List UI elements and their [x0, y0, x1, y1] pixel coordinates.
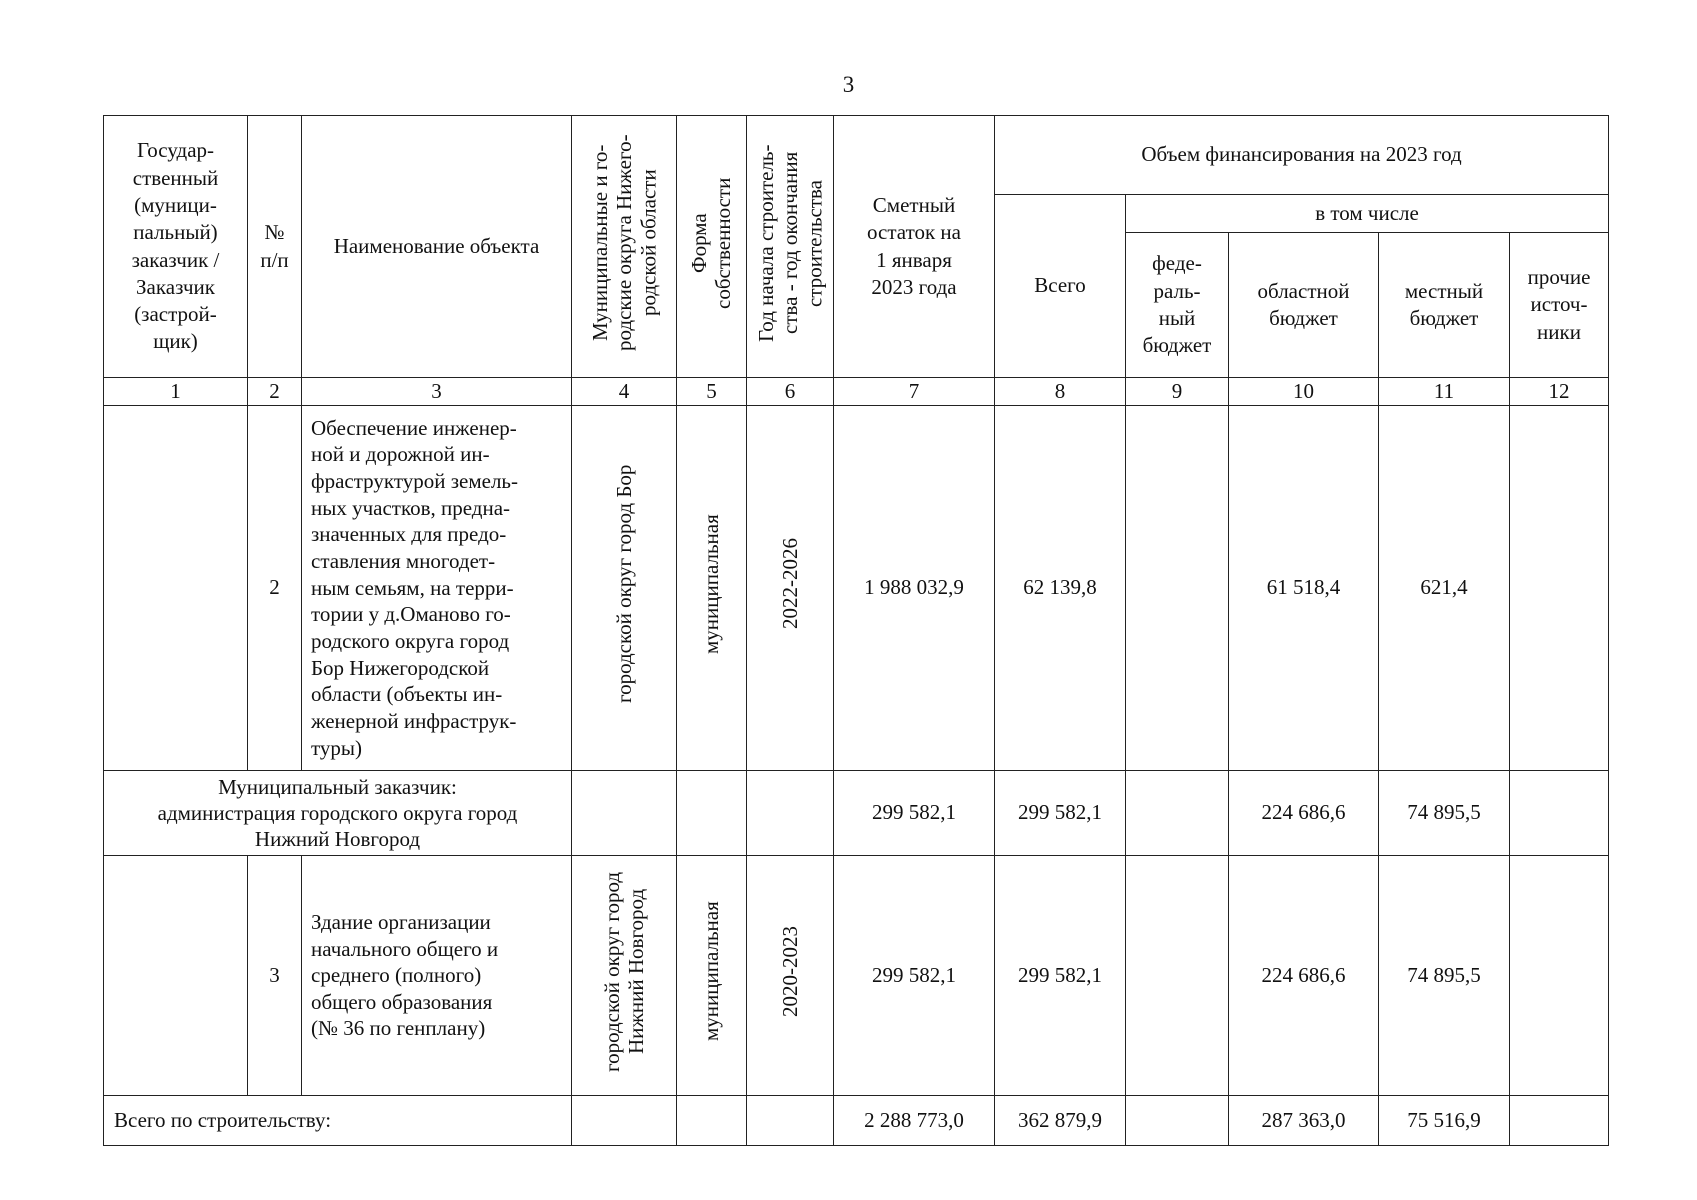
object-2-ownership-text: муниципальная	[699, 514, 724, 655]
object-2-district	[572, 406, 677, 771]
customer-label: Муниципальный заказчик: администрация городского округа город Нижний Новгород	[104, 771, 572, 856]
header-municipal-district-text: Муниципальные и го- родские округа Нижего- родской области	[587, 134, 661, 352]
object-2-customer	[104, 406, 248, 771]
object-2-federal	[1126, 406, 1229, 771]
header-local: местный бюджет	[1379, 233, 1510, 378]
total-ownership	[677, 1096, 747, 1146]
header-federal: феде- раль- ный бюджет	[1126, 233, 1229, 378]
column-number: 3	[302, 378, 572, 406]
header-other: прочие источ- ники	[1510, 233, 1609, 378]
object-3-district-text: городской округ город Нижний Новгород	[599, 871, 648, 1072]
header-financing: Объем финансирования на 2023 год	[995, 116, 1609, 195]
object-3-years-text: 2020-2023	[777, 926, 802, 1018]
object-2-ownership	[677, 406, 747, 771]
header-including: в том числе	[1126, 195, 1609, 233]
object-2-years	[747, 406, 834, 771]
header-years-text: Год начала строитель- ства - год окончания строительства	[753, 144, 827, 342]
object-2-other	[1510, 406, 1609, 771]
object-3-district	[572, 856, 677, 1096]
object-3-num: 3	[248, 856, 302, 1096]
header-regional: областной бюджет	[1229, 233, 1379, 378]
table-row-total	[104, 1096, 1609, 1146]
object-3-balance: 299 582,1	[834, 856, 995, 1096]
customer-years	[747, 771, 834, 856]
total-balance: 2 288 773,0	[834, 1096, 995, 1146]
header-object-name: Наименование объекта	[302, 116, 572, 378]
object-2-num: 2	[248, 406, 302, 771]
table-row-object-3	[104, 856, 1609, 1096]
customer-local: 74 895,5	[1379, 771, 1510, 856]
object-2-regional: 61 518,4	[1229, 406, 1379, 771]
object-2-balance: 1 988 032,9	[834, 406, 995, 771]
column-numbers-row	[104, 378, 1609, 406]
customer-ownership	[677, 771, 747, 856]
object-3-ownership-text: муниципальная	[699, 901, 724, 1042]
total-years	[747, 1096, 834, 1146]
object-3-name: Здание организации начального общего и среднего (полного) общего образования (№ 36 по генплану)	[302, 856, 572, 1096]
column-number: 11	[1379, 378, 1510, 406]
object-2-name: Обеспечение инженер- ной и дорожной ин- фраструктурой земель- ных участков, предна- значенных для предо- ставления многодет- ным семьям, на терри- тории у д.Оманово го- родского округа город Бор Нижегородской области (объекты ин- женерной инфраструк- туры)	[302, 406, 572, 771]
column-number: 12	[1510, 378, 1609, 406]
column-number: 1	[104, 378, 248, 406]
header-row-1	[104, 116, 1609, 195]
object-3-regional: 224 686,6	[1229, 856, 1379, 1096]
total-total: 362 879,9	[995, 1096, 1126, 1146]
object-2-local: 621,4	[1379, 406, 1510, 771]
object-2-years-text: 2022-2026	[777, 538, 802, 630]
column-number: 8	[995, 378, 1126, 406]
total-regional: 287 363,0	[1229, 1096, 1379, 1146]
header-num: № п/п	[248, 116, 302, 378]
financing-table	[103, 115, 1609, 1146]
column-number: 2	[248, 378, 302, 406]
object-3-total: 299 582,1	[995, 856, 1126, 1096]
object-3-local: 74 895,5	[1379, 856, 1510, 1096]
customer-district	[572, 771, 677, 856]
total-label: Всего по строительству:	[104, 1096, 572, 1146]
object-3-years	[747, 856, 834, 1096]
column-number: 9	[1126, 378, 1229, 406]
customer-regional: 224 686,6	[1229, 771, 1379, 856]
header-estimated-balance: Сметный остаток на 1 января 2023 года	[834, 116, 995, 378]
column-number: 10	[1229, 378, 1379, 406]
total-federal	[1126, 1096, 1229, 1146]
table-row-object-2	[104, 406, 1609, 771]
header-ownership-text: Форма собственности	[687, 177, 736, 309]
object-2-total: 62 139,8	[995, 406, 1126, 771]
customer-federal	[1126, 771, 1229, 856]
customer-balance: 299 582,1	[834, 771, 995, 856]
header-customer: Государ- ственный (муници- пальный) заказчик / Заказчик (застрой- щик)	[104, 116, 248, 378]
object-2-district-text: городской округ город Бор	[611, 465, 636, 704]
total-local: 75 516,9	[1379, 1096, 1510, 1146]
total-other	[1510, 1096, 1609, 1146]
customer-total: 299 582,1	[995, 771, 1126, 856]
column-number: 5	[677, 378, 747, 406]
customer-other	[1510, 771, 1609, 856]
header-ownership	[677, 116, 747, 378]
page-number: 3	[842, 72, 855, 97]
header-municipal-district	[572, 116, 677, 378]
object-3-ownership	[677, 856, 747, 1096]
column-number: 6	[747, 378, 834, 406]
header-total: Всего	[995, 195, 1126, 378]
object-3-customer	[104, 856, 248, 1096]
column-number: 7	[834, 378, 995, 406]
header-years	[747, 116, 834, 378]
table-row-customer	[104, 771, 1609, 856]
object-3-other	[1510, 856, 1609, 1096]
total-district	[572, 1096, 677, 1146]
object-3-federal	[1126, 856, 1229, 1096]
column-number: 4	[572, 378, 677, 406]
